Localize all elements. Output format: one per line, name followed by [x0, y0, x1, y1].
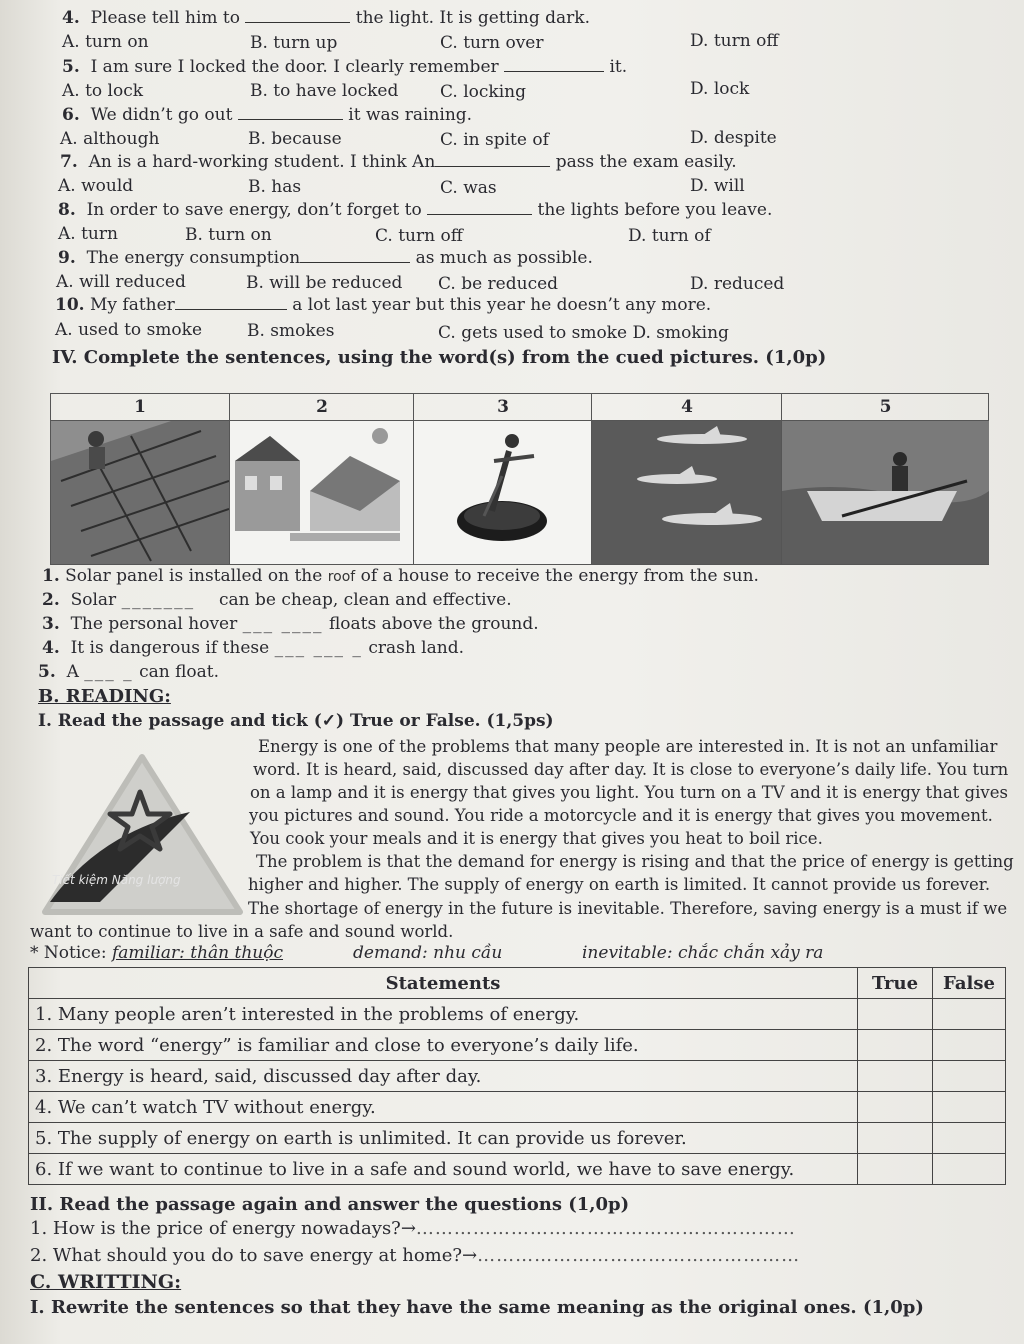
section-iv-heading: IV. Complete the sentences, using the word(s) from the cued pictures. (1,0p) — [52, 347, 827, 368]
handwritten-answer: roof — [327, 569, 356, 585]
reading-question-2: 2. What should you do to save energy at home?→…………………………………………… — [30, 1245, 801, 1266]
question-9: 9. The energy consumption as much as possible. — [58, 248, 593, 268]
table-row — [29, 1061, 1006, 1092]
option-d[interactable]: D. despite — [690, 128, 777, 148]
passage-line: you pictures and sound. You ride a motorcycle and it is energy that gives you movement. — [249, 806, 993, 825]
passage-line: on a lamp and it is energy that gives you light. You turn on a TV and it is energy that gives — [250, 783, 1008, 802]
option-c[interactable]: C. turn off — [375, 226, 463, 246]
reading-task-1: I. Read the passage and tick (✓) True or False. (1,5ps) — [38, 711, 554, 731]
svg-text:Tiết kiệm Năng lượng: Tiết kiệm Năng lượng — [52, 873, 181, 887]
picture-cell-4: 4 — [591, 394, 782, 564]
option-b[interactable]: B. turn up — [250, 33, 338, 53]
option-b[interactable]: B. turn on — [185, 225, 272, 245]
false-checkbox[interactable] — [933, 1092, 1006, 1123]
question-5: 5. I am sure I locked the door. I clearly remember it. — [62, 57, 628, 77]
notice-line: * Notice: familiar: thân thuộc — [30, 943, 284, 963]
option-c[interactable]: C. turn over — [440, 33, 544, 53]
option-d[interactable]: D. lock — [690, 79, 750, 99]
notice-demand: demand: nhu cầu — [353, 943, 503, 963]
question-7: 7. An is a hard-working student. I think An pass the exam easily. — [60, 152, 737, 172]
statement-6: 6. If we want to continue to live in a safe and sound world, we have to save energy. — [29, 1154, 858, 1185]
option-d[interactable]: D. turn of — [628, 226, 711, 246]
true-false-table — [28, 967, 1006, 1185]
true-checkbox[interactable] — [858, 1092, 933, 1123]
statement-3: 3. Energy is heard, said, discussed day after day. — [29, 1061, 858, 1092]
cue-sentence-1: 1. Solar panel is installed on the roof of a house to receive the energy from the sun. — [42, 566, 759, 586]
option-c[interactable]: C. be reduced — [438, 274, 559, 294]
false-header: False — [933, 968, 1006, 999]
true-checkbox[interactable] — [858, 1154, 933, 1185]
cue-sentence-3: 3. The personal hover ___ ____ floats above the ground. — [42, 614, 539, 634]
statement-1: 1. Many people aren’t interested in the problems of energy. — [29, 999, 858, 1030]
option-b[interactable]: B. will be reduced — [246, 273, 403, 293]
table-row — [29, 1030, 1006, 1061]
option-a[interactable]: A. although — [60, 129, 160, 149]
picture-cell-3: 3 — [413, 394, 592, 564]
question-8: 8. In order to save energy, don’t forget to the lights before you leave. — [58, 200, 773, 220]
reading-question-1: 1. How is the price of energy nowadays?→…………………………………………………… — [30, 1218, 796, 1239]
statements-header: Statements — [29, 968, 858, 999]
option-d[interactable]: D. turn off — [690, 31, 779, 51]
option-c[interactable]: C. locking — [440, 82, 526, 102]
option-b[interactable]: B. to have locked — [250, 81, 399, 101]
option-b[interactable]: B. has — [248, 177, 302, 197]
table-row — [29, 1154, 1006, 1185]
statement-2: 2. The word “energy” is familiar and close to everyone’s daily life. — [29, 1030, 858, 1061]
option-a[interactable]: A. will reduced — [56, 272, 186, 292]
true-checkbox[interactable] — [858, 999, 933, 1030]
question-6: 6. We didn’t go out it was raining. — [62, 105, 473, 125]
reading-heading: B. READING: — [38, 686, 171, 707]
false-checkbox[interactable] — [933, 1123, 1006, 1154]
false-checkbox[interactable] — [933, 1154, 1006, 1185]
option-a[interactable]: A. used to smoke — [55, 320, 203, 340]
writing-heading: C. WRITTING: — [30, 1271, 182, 1293]
cue-sentence-5: 5. A ___ _ can float. — [38, 662, 220, 682]
true-checkbox[interactable] — [858, 1123, 933, 1154]
writing-task-1: I. Rewrite the sentences so that they have the same meaning as the original ones. (1,0p) — [30, 1297, 924, 1318]
picture-cell-5: 5 — [781, 394, 989, 564]
question-10: 10. My father a lot last year but this year he doesn’t any more. — [55, 295, 712, 315]
personal-hover-picture — [414, 421, 592, 564]
passage-line: higher and higher. The supply of energy on earth is limited. It cannot provide us forever. — [248, 875, 991, 894]
false-checkbox[interactable] — [933, 1030, 1006, 1061]
question-4: 4. Please tell him to the light. It is getting dark. — [62, 8, 591, 28]
option-c[interactable]: C. in spite of — [440, 130, 549, 150]
option-a[interactable]: A. to lock — [62, 81, 144, 101]
passage-line: Energy is one of the problems that many people are interested in. It is not an unfamiliar — [258, 737, 998, 756]
option-b[interactable]: B. because — [248, 129, 342, 149]
table-row — [29, 999, 1006, 1030]
option-b[interactable]: B. smokes — [247, 321, 335, 341]
save-energy-logo — [40, 752, 245, 917]
passage-line: word. It is heard, said, discussed day after day. It is close to everyone’s daily life. You turn — [253, 760, 1009, 779]
passage-line: You cook your meals and it is energy that gives you heat to boil rice. — [250, 829, 823, 848]
solar-house-picture — [230, 421, 414, 564]
true-header: True — [858, 968, 933, 999]
true-checkbox[interactable] — [858, 1061, 933, 1092]
cue-sentence-4: 4. It is dangerous if these ___ ___ _ crash land. — [42, 638, 464, 658]
option-d[interactable]: D. reduced — [690, 274, 785, 294]
rowing-boat-picture — [782, 421, 989, 564]
statement-4: 4. We can’t watch TV without energy. — [29, 1092, 858, 1123]
option-d[interactable]: D. will — [690, 176, 745, 196]
cue-sentence-2: 2. Solar _______ can be cheap, clean and effective. — [42, 590, 512, 610]
false-checkbox[interactable] — [933, 999, 1006, 1030]
option-a[interactable]: A. turn — [58, 224, 118, 244]
reading-task-2: II. Read the passage again and answer the questions (1,0p) — [30, 1194, 630, 1215]
statement-5: 5. The supply of energy on earth is unlimited. It can provide us forever. — [29, 1123, 858, 1154]
true-checkbox[interactable] — [858, 1030, 933, 1061]
notice-inevitable: inevitable: chắc chắn xảy ra — [582, 943, 824, 963]
table-row — [29, 1092, 1006, 1123]
passage-line: The problem is that the demand for energy is rising and that the price of energy is getting — [256, 852, 1014, 871]
table-row — [29, 1123, 1006, 1154]
false-checkbox[interactable] — [933, 1061, 1006, 1092]
picture-cue-table — [50, 393, 989, 565]
roof-solar-panel-picture — [51, 421, 229, 564]
option-a[interactable]: A. turn on — [62, 32, 149, 52]
passage-line: want to continue to live in a safe and sound world. — [30, 922, 454, 941]
picture-cell-2: 2 — [229, 394, 414, 564]
airplanes-picture — [592, 421, 782, 564]
option-c[interactable]: C. was — [440, 178, 497, 198]
picture-cell-1: 1 — [51, 394, 229, 564]
option-c[interactable]: C. gets used to smoke D. smoking — [438, 323, 729, 343]
passage-line: The shortage of energy in the future is inevitable. Therefore, saving energy is a must if we — [248, 899, 1008, 918]
option-a[interactable]: A. would — [58, 176, 134, 196]
